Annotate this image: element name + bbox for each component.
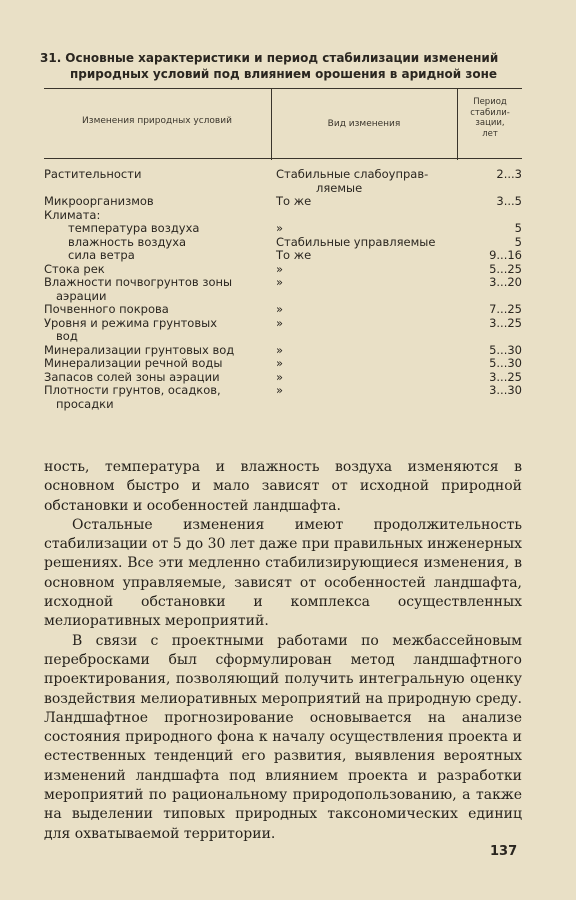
cell-kind: » xyxy=(276,302,284,316)
table-number: 31. xyxy=(40,51,62,65)
header-period-line: зации, xyxy=(475,118,505,128)
cell-period: 7...25 xyxy=(489,302,522,316)
table-row xyxy=(44,357,522,371)
paragraph: В связи с проектными работами по межбассейновым перебросками был сформулирован метод ландшафтного проектирования, позволяющий получить интегральную оценку воздействия мелиоративных мероприятий на природную среду. Ландшафтное прогнозирование основывается на анализе состояния природного фона к началу осуществления проекта и естественных тенденций его развития, выявления вероятных изменений ландшафта под влиянием проекта и разработки мероприятий по рациональному природопользованию, а также на выделении типовых природных таксономических единиц для охватываемой территории. xyxy=(44,632,522,842)
table-header-rule xyxy=(44,158,522,159)
cell-kind: » xyxy=(276,356,284,370)
header-period xyxy=(458,97,522,139)
cell-change: Запасов солей зоны аэрации xyxy=(44,369,220,384)
cell-kind: » xyxy=(276,383,284,397)
paragraph: ность, температура и влажность воздуха изменяются в основном быстро и мало зависят от исходной природной обстановки и особенностей ландшафта. xyxy=(44,459,522,514)
cell-kind: То же xyxy=(276,248,312,262)
cell-period: 9...16 xyxy=(489,248,522,262)
header-kind: Вид изменения xyxy=(327,119,401,129)
body-text xyxy=(44,458,522,844)
table-row xyxy=(44,209,522,223)
cell-kind: » xyxy=(276,261,284,276)
page-number: 137 xyxy=(490,844,518,859)
table-row xyxy=(44,168,522,195)
table-row xyxy=(44,263,522,277)
cell-change: Плотности грунтов, осадков, просадки xyxy=(44,383,221,411)
cell-period: 5 xyxy=(514,234,522,249)
cell-kind xyxy=(272,209,462,223)
cell-period: 5...30 xyxy=(489,356,522,370)
cell-period: 3...25 xyxy=(489,369,522,384)
header-period-line: лет xyxy=(482,128,498,139)
cell-kind: » xyxy=(276,221,284,235)
cell-kind: То же xyxy=(276,194,312,208)
cell-kind: Стабильные слабоуправ- ляемые xyxy=(276,167,429,195)
table-title-line2: природных условий под влиянием орошения в аридной зоне xyxy=(70,67,498,81)
cell-change: Уровня и режима грунтовых вод xyxy=(44,315,217,343)
cell-period: 3...25 xyxy=(489,315,522,330)
cell-change: Климата: xyxy=(44,207,101,222)
cell-change: Растительности xyxy=(44,167,142,181)
cell-change: сила ветра xyxy=(68,248,135,262)
cell-period: 3...5 xyxy=(496,194,522,208)
cell-kind: Стабильные управляемые xyxy=(276,234,436,249)
cell-change: температура воздуха xyxy=(68,221,200,235)
cell-period xyxy=(462,209,522,223)
header-period-line: Период xyxy=(473,97,507,107)
table-row xyxy=(44,276,522,303)
table-top-rule xyxy=(44,88,522,89)
header-period-line: стабили- xyxy=(470,107,510,118)
cell-period: 5...30 xyxy=(489,342,522,357)
cell-kind: » xyxy=(276,342,284,357)
cell-period: 2...3 xyxy=(496,167,522,181)
paragraph: Остальные изменения имеют продолжительность стабилизации от 5 до 30 лет даже при правильных инженерных решениях. Все эти медленно стабилизирующиеся изменения, в основном управляемые, зависят от особенностей ландшафта, исходной обстановки и комплекса осуществленных мелиоративных мероприятий. xyxy=(44,516,522,630)
table-caption xyxy=(40,50,550,82)
header-change: Изменения природных условий xyxy=(82,116,232,126)
table-row xyxy=(44,249,522,263)
table-body xyxy=(44,168,522,411)
cell-period: 3...20 xyxy=(489,275,522,289)
cell-change: Влажности почвогрунтов зоны аэрации xyxy=(44,275,233,303)
cell-change: Стока рек xyxy=(44,261,105,276)
table-row xyxy=(44,317,522,344)
cell-change: влажность воздуха xyxy=(68,234,187,249)
cell-period: 5...25 xyxy=(489,261,522,276)
cell-change: Минерализации речной воды xyxy=(44,356,223,370)
table-row xyxy=(44,195,522,209)
table-row xyxy=(44,344,522,358)
table-row xyxy=(44,384,522,411)
cell-kind: » xyxy=(276,369,284,384)
table-title-line1: Основные характеристики и период стабилизации изменений xyxy=(65,51,499,65)
table-row xyxy=(44,222,522,236)
cell-change: Минерализации грунтовых вод xyxy=(44,342,235,357)
table-row xyxy=(44,371,522,385)
cell-change: Почвенного покрова xyxy=(44,302,169,316)
table-row xyxy=(44,303,522,317)
cell-change: Микроорганизмов xyxy=(44,194,154,208)
cell-kind: » xyxy=(276,275,284,289)
cell-period: 5 xyxy=(514,221,522,235)
cell-period: 3...30 xyxy=(489,383,522,397)
table-row xyxy=(44,236,522,250)
cell-kind: » xyxy=(276,315,284,330)
